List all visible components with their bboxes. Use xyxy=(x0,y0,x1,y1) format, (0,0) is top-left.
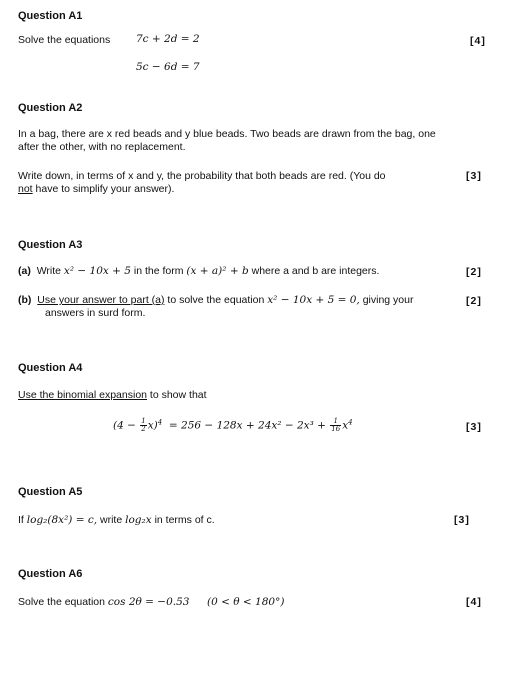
question-a4-rhs-end-power: 4 xyxy=(348,418,353,427)
question-a2-heading: Question A2 xyxy=(18,102,83,114)
question-a3-part-b-mid: to solve the equation xyxy=(167,294,265,306)
question-a4-lhs-power: 4 xyxy=(157,418,163,427)
question-a2-paragraph-1: In a bag, there are x red beads and y blue beads. Two beads are drawn from the bag, one after the other, with no replacement. xyxy=(18,128,436,153)
question-a4-lhs-fraction: $\frac{1}{2}$ xyxy=(141,417,146,433)
question-a6-statement xyxy=(18,596,284,608)
question-a3-part-a-expression: x² − 10x + 5 xyxy=(63,265,131,277)
question-a6-heading: Question A6 xyxy=(18,568,83,580)
question-a3-part-b-line-2: answers in surd form. xyxy=(45,307,146,319)
question-a3-part-b-reference: Use your answer to part (a) xyxy=(37,294,165,306)
question-a5-tail: in terms of c. xyxy=(154,514,215,526)
question-a5-log-x: log₂x xyxy=(125,514,152,526)
question-a3-part-a-in-form: in the form xyxy=(133,265,184,277)
question-a3-part-b-tail: giving your xyxy=(362,294,414,306)
question-a4-instruction-link: Use the binomial expansion xyxy=(18,389,147,401)
question-a2-paragraph-2 xyxy=(18,170,458,196)
question-a1-prompt: Solve the equations xyxy=(18,34,111,46)
question-a4-rhs-end: x xyxy=(342,419,349,432)
question-a3-part-b-equation: x² − 10x + 5 = 0, xyxy=(267,294,360,306)
question-a4-lhs-open: (4 − xyxy=(113,419,136,432)
question-a4-expansion xyxy=(113,418,353,433)
question-a5-if: If xyxy=(18,514,24,526)
question-a4-lhs-close: x) xyxy=(147,419,158,432)
question-a5-marks: [3] xyxy=(454,514,470,526)
question-a3-heading: Question A3 xyxy=(18,239,83,251)
question-a3-part-a xyxy=(18,265,379,277)
question-a3-part-b-marks: [2] xyxy=(466,295,482,307)
question-a4-instruction xyxy=(18,389,207,401)
question-a5-heading: Question A5 xyxy=(18,486,83,498)
question-a6-equation: cos 2θ = −0.53 xyxy=(107,596,190,608)
question-a1-marks: [4] xyxy=(470,35,486,47)
question-a3-part-b-label: (b) xyxy=(18,294,32,306)
question-a3-part-a-label: (a) xyxy=(18,265,31,277)
question-a2-paragraph-2-end: have to simplify your answer). xyxy=(35,183,175,195)
question-a3-part-b xyxy=(18,294,413,306)
question-a6-marks: [4] xyxy=(466,596,482,608)
question-a5-statement xyxy=(18,514,215,526)
question-a6-prompt: Solve the equation xyxy=(18,596,105,608)
question-a4-marks: [3] xyxy=(466,421,482,433)
question-a4-heading: Question A4 xyxy=(18,362,83,374)
question-a2-marks: [3] xyxy=(466,170,482,182)
question-a5-log-expression: log₂(8x²) = c, xyxy=(26,514,98,526)
question-a3-part-a-form: (x + a)² + b xyxy=(186,265,249,277)
question-a1-equation-2: 5c − 6d = 7 xyxy=(136,61,200,73)
question-a3-part-a-marks: [2] xyxy=(466,266,482,278)
question-a3-part-a-tail: where a and b are integers. xyxy=(251,265,380,277)
question-a3-part-a-write: Write xyxy=(36,265,61,277)
question-a1-heading: Question A1 xyxy=(18,10,83,22)
question-a2-not-emphasis: not xyxy=(18,183,33,195)
question-a4-rhs-fraction: $\frac{1}{16}$ xyxy=(331,417,341,433)
question-a2-paragraph-2-start: Write down, in terms of x and y, the probability that both beads are red. (You do xyxy=(18,170,386,182)
question-a6-range: (0 < θ < 180°) xyxy=(207,596,285,608)
question-a5-write: write xyxy=(100,514,123,526)
question-a4-rhs: = 256 − 128x + 24x² − 2x³ + xyxy=(168,419,326,432)
question-a4-instruction-tail: to show that xyxy=(149,389,207,401)
question-a1-equation-1: 7c + 2d = 2 xyxy=(136,33,200,45)
